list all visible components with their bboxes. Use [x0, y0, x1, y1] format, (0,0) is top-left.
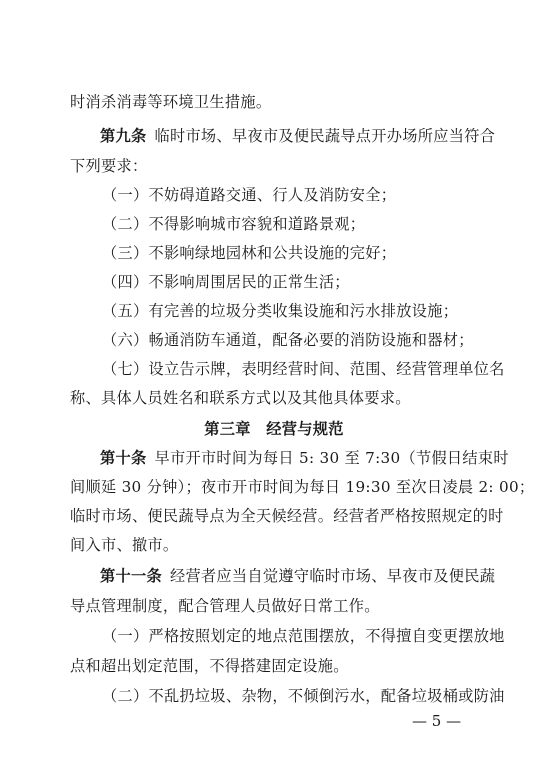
- article-9-heading-line: [100, 125, 496, 147]
- paragraph-line: 称、具体人员姓名和联系方式以及其他具体要求。: [70, 389, 411, 407]
- list-item: （六）畅通消防车通道，配备必要的消防设施和器材；: [102, 331, 474, 349]
- article-10-label: 第十条: [100, 449, 147, 467]
- paragraph-line: 间顺延 30 分钟）；夜市开市时间为每日 19:30 至次日凌晨 2: 00；: [70, 478, 535, 496]
- list-item: （一）严格按照划定的地点范围摆放，不得擅自变更摆放地: [102, 627, 505, 645]
- article-11-label: 第十一条: [100, 567, 162, 585]
- article-11-text: 经营者应当自觉遵守临时市场、早夜市及便民蔬: [169, 567, 496, 585]
- list-item: （二）不乱扔垃圾、杂物，不倾倒污水，配备垃圾桶或防油: [102, 687, 505, 705]
- paragraph-line: 导点管理制度，配合管理人员做好日常工作。: [70, 597, 380, 615]
- article-9-text: 临时市场、早夜市及便民蔬导点开办场所应当符合: [154, 127, 496, 145]
- list-item: （二）不得影响城市容貌和道路景观；: [102, 215, 366, 233]
- article-10-heading-line: [100, 447, 509, 469]
- paragraph-line: 临时市场、便民蔬导点为全天候经营。经营者严格按照规定的时: [70, 507, 504, 525]
- page-number: — 5 —: [412, 712, 462, 730]
- paragraph-line: 下列要求：: [70, 157, 148, 175]
- paragraph-line: 点和超出划定范围，不得搭建固定设施。: [70, 657, 349, 675]
- article-11-heading-line: [100, 565, 496, 587]
- list-item: （四）不影响周围居民的正常生活；: [102, 273, 350, 291]
- article-9-label: 第九条: [100, 127, 147, 145]
- paragraph-line: 时消杀消毒等环境卫生措施。: [70, 93, 272, 111]
- article-10-text: 早市开市时间为每日 5: 30 至 7:30（节假日结束时: [154, 449, 509, 467]
- list-item: （三）不影响绿地园林和公共设施的完好；: [102, 244, 397, 262]
- list-item: （七）设立告示牌，表明经营时间、范围、经营管理单位名: [102, 360, 505, 378]
- paragraph-line: 间入市、撤市。: [70, 536, 179, 554]
- chapter-heading: 第三章 经营与规范: [204, 420, 344, 438]
- list-item: （五）有完善的垃圾分类收集设施和污水排放设施；: [102, 302, 459, 320]
- list-item: （一）不妨碍道路交通、行人及消防安全；: [102, 186, 397, 204]
